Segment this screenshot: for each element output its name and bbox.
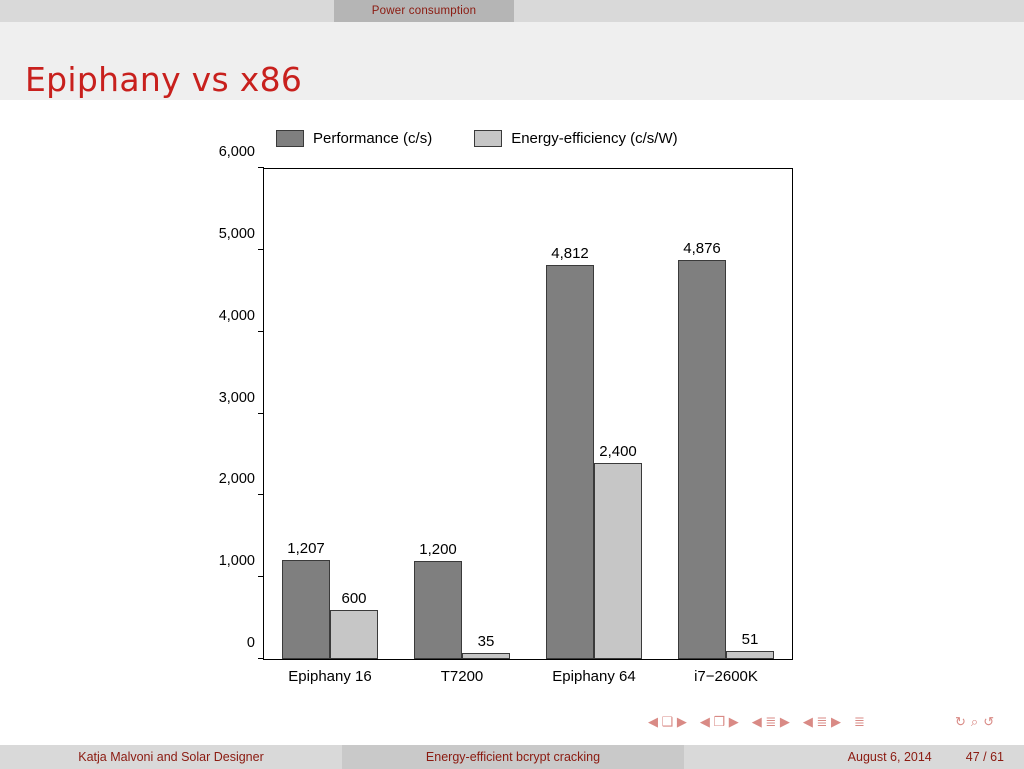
bar-efficiency-t7200[interactable]: [462, 633, 510, 659]
nav-forward-icon[interactable]: ↺: [983, 714, 995, 729]
bar-value-efficiency-epiphany-64: 2,400: [599, 442, 637, 460]
bar-value-performance-t7200: 1,200: [419, 540, 457, 558]
bar-efficiency-i7-2600k[interactable]: [726, 631, 774, 659]
bar-value-performance-i7-2600k: 4,876: [683, 240, 721, 258]
legend-swatch-performance: [276, 130, 304, 147]
bar-value-performance-epiphany-16: 1,207: [287, 540, 325, 558]
beamer-bottom-navigation: [0, 710, 1024, 738]
nav-prev-subsection-icon[interactable]: ◀ ≣ ▶: [751, 714, 790, 729]
footer-page-number: 47 / 61: [965, 750, 1004, 764]
document-nav-symbols: [955, 714, 994, 730]
footer-date: August 6, 2014: [847, 750, 932, 764]
bar-group-i7-2600k: [660, 169, 792, 685]
slide-title-band: [0, 22, 1024, 100]
y-axis-label-1000: 1,000: [218, 553, 255, 570]
bar-group-epiphany-64: [528, 169, 660, 685]
y-axis-label-4000: 4,000: [218, 307, 255, 324]
legend-label-energy-efficiency: Energy-efficiency (c/s/W): [511, 130, 678, 147]
x-axis-label-epiphany-64: Epiphany 64: [552, 668, 636, 685]
navbar-left-spacer: [0, 0, 334, 22]
chart-legend: [276, 130, 678, 147]
y-axis-label-3000: 3,000: [218, 389, 255, 406]
x-axis-label-i7-2600k: i7−2600K: [694, 668, 758, 685]
bar-value-performance-epiphany-64: 4,812: [551, 245, 589, 263]
y-axis-label-5000: 5,000: [218, 226, 255, 242]
bar-performance-i7-2600k[interactable]: [678, 240, 726, 659]
legend-swatch-energy-efficiency: [474, 130, 502, 147]
bar-group-epiphany-16: [264, 169, 396, 685]
y-axis-label-2000: 2,000: [218, 471, 255, 488]
nav-back-icon[interactable]: ↻: [955, 714, 966, 729]
bar-performance-t7200[interactable]: [414, 540, 462, 659]
bar-value-efficiency-t7200: 35: [477, 633, 495, 650]
bar-group-t7200: [396, 169, 528, 685]
y-axis-label-6000: 6,000: [218, 144, 255, 161]
navbar-current-section[interactable]: Power consumption: [334, 0, 514, 22]
bar-value-efficiency-epiphany-16: 600: [341, 589, 367, 607]
x-axis-label-epiphany-16: Epiphany 16: [288, 668, 372, 685]
plot-area: [218, 144, 793, 685]
bar-performance-epiphany-64[interactable]: [546, 245, 594, 659]
navbar-right-spacer: [514, 0, 1024, 22]
legend-item-performance: [276, 130, 432, 147]
legend-label-performance: Performance (c/s): [313, 130, 433, 147]
slide-nav-symbols: [648, 714, 865, 730]
nav-prev-slide-icon[interactable]: ◀ ❑ ▶: [648, 714, 687, 729]
page-title: Epiphany vs x86: [25, 60, 303, 99]
bar-groups: [264, 169, 792, 685]
footer-right: [684, 745, 1024, 769]
bar-performance-epiphany-16[interactable]: [282, 540, 330, 659]
legend-item-energy-efficiency: [474, 130, 677, 147]
nav-prev-frame-icon[interactable]: ◀ ❒ ▶: [699, 714, 739, 729]
slide-footer: [0, 745, 1024, 769]
bar-value-efficiency-i7-2600k: 51: [741, 631, 759, 648]
y-axis-label-0: 0: [246, 635, 255, 651]
bar-chart: [0, 108, 1024, 708]
nav-search-icon[interactable]: ⌕: [970, 714, 979, 729]
bar-efficiency-epiphany-16[interactable]: [330, 589, 378, 659]
nav-prev-subsection2-icon[interactable]: ◀ ≣ ▶: [802, 714, 841, 729]
bar-efficiency-epiphany-64[interactable]: [594, 442, 642, 659]
footer-talk-title: Energy-efficient bcrypt cracking: [342, 745, 684, 769]
nav-all-sections-icon[interactable]: ≣: [854, 714, 865, 729]
x-axis-label-t7200: T7200: [440, 668, 484, 685]
beamer-navigation-bar: [0, 0, 1024, 22]
footer-author: Katja Malvoni and Solar Designer: [0, 745, 342, 769]
